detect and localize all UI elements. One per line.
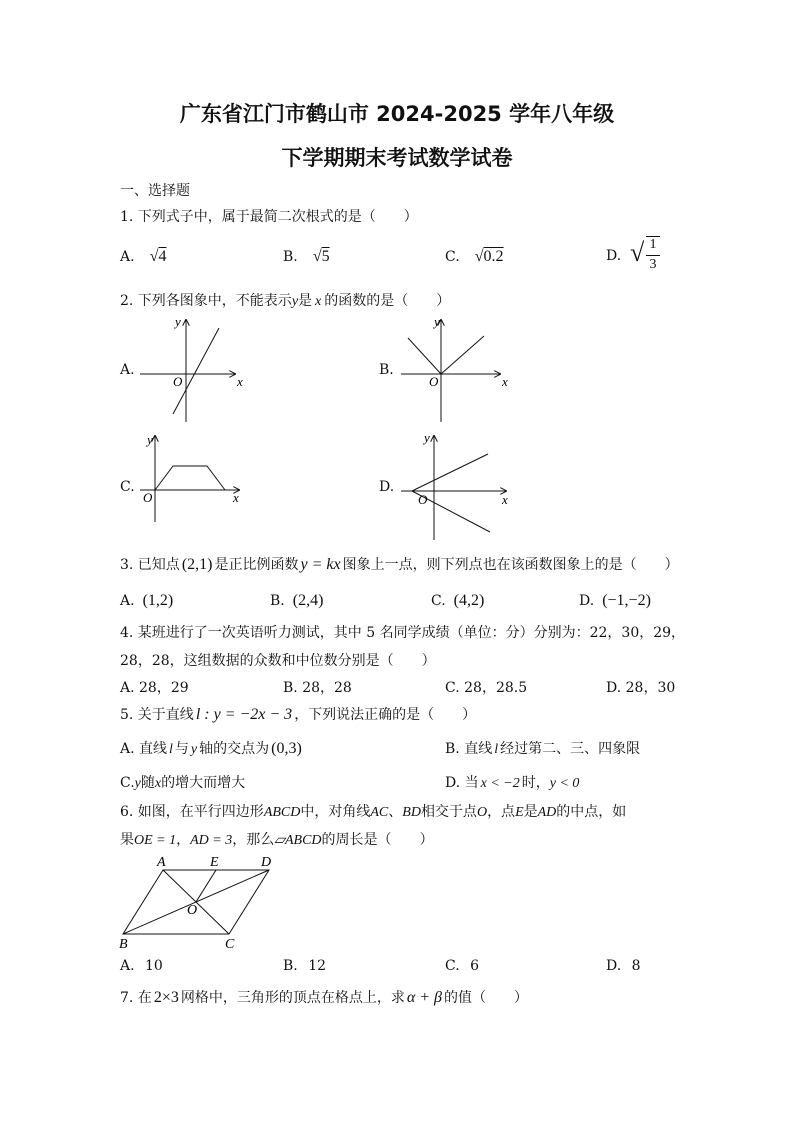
q3-option-d[interactable]: D. (−1,−2) <box>579 592 651 609</box>
graph-line-right <box>441 336 484 374</box>
axis-x-label: x <box>502 374 508 389</box>
q1-d-denominator: 3 <box>649 257 657 272</box>
q2-option-c-label[interactable]: C. <box>120 479 135 495</box>
q5-option-a[interactable]: A. 直线 l 与 y 轴的交点为 (0,3) <box>120 740 302 757</box>
q6-stem-line1: 6. 如图，在平行四边形ABCD中，对角线AC、BD相交于点O，点E是AD的中点，如 <box>120 804 627 820</box>
vertex-c-label: C <box>225 937 235 950</box>
graph-line-up <box>412 454 488 491</box>
q6-option-a[interactable]: A. 10 <box>120 958 163 974</box>
q3-option-a[interactable]: A. (1,2) <box>120 592 174 609</box>
axis-x-label: x <box>502 492 508 507</box>
q2-graph-d <box>396 428 516 543</box>
q5-option-c[interactable]: C.y随x的增大而增大 <box>120 775 246 791</box>
origin-label: O <box>429 374 439 389</box>
q2-option-d-label[interactable]: D. <box>379 479 395 495</box>
point-o-label: O <box>187 903 198 918</box>
q6-stem-line2: 果OE = 1，AD = 3，那么▱ABCD的周长是（ ） <box>120 832 434 848</box>
q6-option-d[interactable]: D. 8 <box>606 958 641 974</box>
q3-option-b[interactable]: B. (2,4) <box>270 592 324 609</box>
origin-label: O <box>418 492 428 507</box>
q1-d-numerator: 1 <box>646 236 660 253</box>
q2-graph-a <box>135 312 255 427</box>
q2-graph-b <box>396 312 516 427</box>
graph-line <box>173 328 219 414</box>
q1-option-a[interactable]: A. √4 <box>120 248 167 265</box>
q4-option-b[interactable]: B. 28，28 <box>283 680 352 696</box>
page-subtitle: 下学期期末考试数学试卷 <box>281 146 513 170</box>
vertex-d-label: D <box>261 855 272 870</box>
axis-y-label: y <box>147 432 153 447</box>
q4-stem-line1: 4. 某班进行了一次英语听力测试，其中 5 名同学成绩（单位：分）分别为：22，30，29， <box>120 625 686 641</box>
page-title: 广东省江门市鹤山市 2024-2025 学年八年级 <box>179 102 615 126</box>
q1-option-c[interactable]: C. √0.2 <box>445 248 504 265</box>
q3-option-c[interactable]: C. (4,2) <box>431 592 485 609</box>
graph-line-left <box>408 338 441 374</box>
axis-y-label: y <box>424 430 430 445</box>
axis-x-label: x <box>233 490 239 505</box>
q2-stem: 2. 下列各图象中，不能表示y是 x 的函数的是（ ） <box>120 293 451 309</box>
axis-y-label: y <box>175 314 181 329</box>
point-e-label: E <box>210 855 219 870</box>
origin-label: O <box>173 374 183 389</box>
q4-option-c[interactable]: C. 28，28.5 <box>445 680 528 696</box>
q4-option-d[interactable]: D. 28，30 <box>606 680 676 696</box>
q6-parallelogram-figure <box>115 852 285 950</box>
q2-option-a-label[interactable]: A. <box>120 362 135 378</box>
q1-c-radicand: 0.2 <box>483 248 504 265</box>
axis-x-label: x <box>237 374 243 389</box>
q5-stem: 5. 关于直线 l : y = −2x − 3 ，下列说法正确的是（ ） <box>120 706 477 723</box>
q2-option-b-label[interactable]: B. <box>379 362 394 378</box>
section-heading: 一、选择题 <box>120 183 190 199</box>
q5-option-b[interactable]: B. 直线 l 经过第二、三、四象限 <box>445 741 641 757</box>
q6-option-b[interactable]: B. 12 <box>283 958 327 974</box>
axis-y-label: y <box>434 314 440 329</box>
q2-graph-c <box>135 428 255 528</box>
q1-option-b[interactable]: B. √5 <box>283 248 330 265</box>
q1-a-radicand: 4 <box>158 248 167 265</box>
q5-option-d[interactable]: D. 当 x < −2 时，y < 0 <box>445 775 580 791</box>
graph-trapezoid <box>155 466 225 490</box>
q1-b-radicand: 5 <box>321 248 330 265</box>
q1-stem: 1. 下列式子中，属于最简二次根式的是（ ） <box>120 209 418 225</box>
q7-stem: 7. 在 2×3 网格中，三角形的顶点在格点上，求 α + β 的值（ ） <box>120 989 529 1006</box>
fraction-bar <box>646 255 660 256</box>
q4-option-a[interactable]: A. 28，29 <box>120 680 189 696</box>
origin-label: O <box>143 490 153 505</box>
q3-stem: 3. 已知点 (2,1) 是正比例函数 y = kx 图象上一点，则下列点也在该函数图象上的是（ ） <box>120 556 679 573</box>
q4-stem-line2: 28，28，这组数据的众数和中位数分别是（ ） <box>120 653 436 669</box>
vertex-b-label: B <box>119 937 128 950</box>
q6-option-c[interactable]: C. 6 <box>445 958 480 974</box>
vertex-a-label: A <box>157 855 166 870</box>
